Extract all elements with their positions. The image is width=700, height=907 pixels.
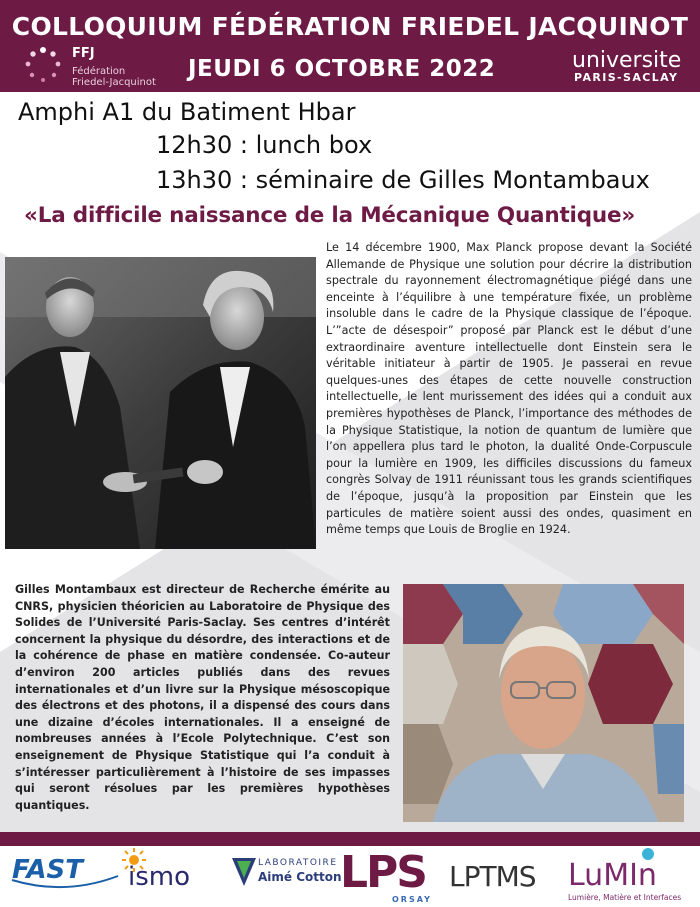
lunch-line: 12h30 : lunch box bbox=[156, 131, 373, 159]
colloquium-title: COLLOQUIUM FÉDÉRATION FRIEDEL JACQUINOT bbox=[11, 12, 689, 41]
lps-logo-sub: ORSAY bbox=[392, 895, 432, 904]
ffj-name-line2: Friedel-Jacquinot bbox=[72, 77, 156, 88]
university-logo-text: universite bbox=[572, 48, 682, 73]
ffj-name-line1: Fédération bbox=[72, 66, 126, 77]
fast-swoosh-icon bbox=[10, 868, 120, 890]
abstract-text: Le 14 décembre 1900, Max Planck propose devant la Société Allemande de Physique une solution pour décrire la distribution spectrale du rayonnement électromagnétique piégé dans une enceinte à l’équilibre à une température fixée, un problème insoluble dans le cadre de la Physique classique de l’époque. L’”acte de désespoir” proposé par Planck est le début d’une extraordinaire aventure intellectuelle dont Einstein sera le véritable initiateur à partir de 1905. Je passerai en revue quelques-unes des étapes de cette nouvelle construction intellectuelle, le lent murissement des idées qui a conduit aux premières hypothèses de Planck, l’importance des méthodes de la Physique Statistique, la notion de quantum de lumière que l’on appellera plus tard le photon, la dualité Onde-Corpuscule pour la lumière en 1909, les difficiles discussions du fameux congrès Solvay de 1911 réunissant tous les grands scientifiques de l’époque, jusqu’à la proposition par Einstein que les particules de matière soient aussi des ondes, quasiment en même temps que Louis de Broglie en 1924. bbox=[326, 241, 692, 537]
university-logo-subtext: PARIS-SACLAY bbox=[574, 71, 679, 84]
header-banner bbox=[0, 0, 700, 92]
venue-line: Amphi A1 du Batiment Hbar bbox=[18, 98, 356, 126]
speaker-photo bbox=[403, 584, 684, 822]
seminar-line: 13h30 : séminaire de Gilles Montambaux bbox=[156, 166, 650, 194]
aime-cotton-logo-name: Aimé Cotton bbox=[258, 870, 342, 884]
fast-logo: FAST bbox=[12, 855, 83, 885]
lumin-logo-sub: Lumière, Matière et Interfaces bbox=[568, 893, 682, 902]
ismo-logo: ismo bbox=[128, 862, 191, 892]
planck-einstein-photo bbox=[5, 257, 316, 549]
event-date: JEUDI 6 OCTOBRE 2022 bbox=[188, 56, 496, 82]
talk-title: «La difficile naissance de la Mécanique Quantique» bbox=[24, 203, 636, 228]
speaker-biography: Gilles Montambaux est directeur de Recherche émérite au CNRS, physicien théoricien au Laboratoire de Physique des Solides de l’Université Paris-Saclay. Ses centres d’intérêt concernent la physique du désordre, des interactions et de la cohérence de phase en matière condensée. Co-auteur d’environ 200 articles publiés dans des revues internationales et d’un livre sur la Physique mésoscopique des électrons et des photons, il a dispensé des cours dans une dizaine d’écoles internationales. Il a enseigné de nombreuses années à l’Ecole Polytechnique. C’est son enseignement de Physique Statistique qui l’a conduit à s’intéresser particulièrement à l’histoire de ses impasses qui seront résolues par les premières hypothèses quantiques. bbox=[15, 583, 390, 812]
ffj-logo-icon bbox=[22, 44, 64, 86]
lptms-logo: LPTMS bbox=[449, 860, 536, 893]
aime-cotton-logo-top: LABORATOIRE bbox=[258, 858, 338, 868]
lumin-logo: LuMIn bbox=[568, 858, 657, 893]
aime-cotton-logo-icon bbox=[232, 858, 256, 886]
ffj-abbreviation: FFJ bbox=[72, 46, 95, 61]
lps-logo: LPS bbox=[340, 847, 426, 898]
footer-bar bbox=[0, 832, 700, 846]
